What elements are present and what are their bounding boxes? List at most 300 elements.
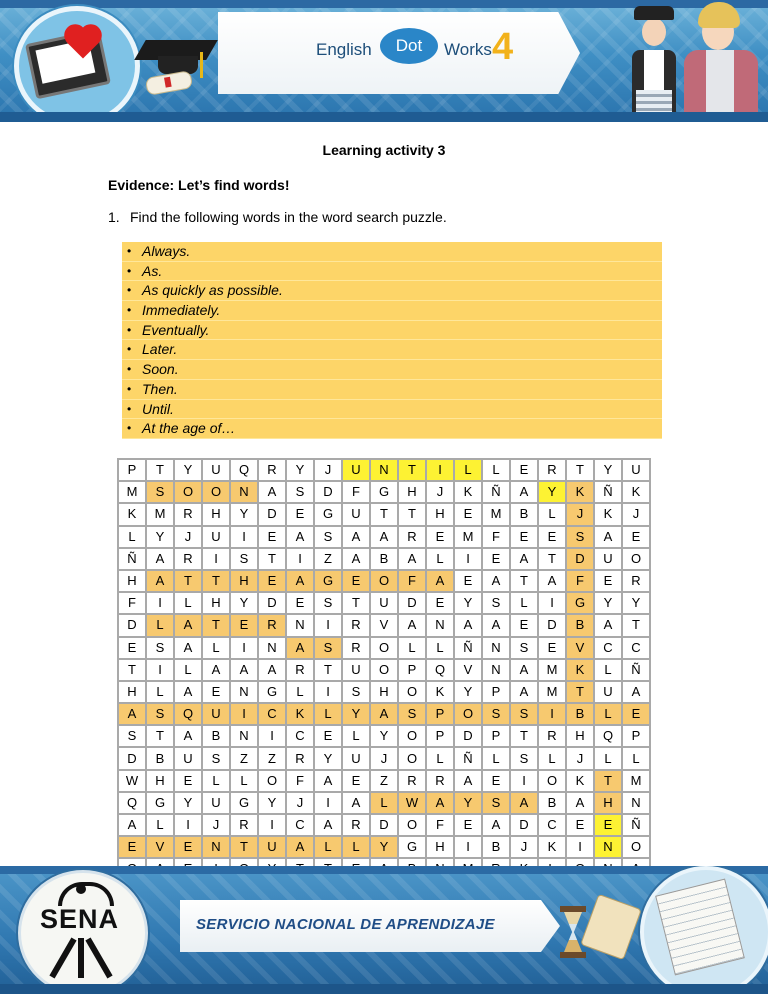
grid-cell: R [426,770,454,792]
list-item: • At the age of… [122,419,662,439]
list-item: • Immediately. [122,301,662,321]
grid-cell: P [426,725,454,747]
grid-cell: Y [538,481,566,503]
table-row [118,703,650,725]
grid-cell: L [398,637,426,659]
grid-cell: G [370,481,398,503]
grid-cell: N [370,459,398,481]
grid-cell: S [230,548,258,570]
grid-cell: U [594,548,622,570]
grid-cell: T [230,836,258,858]
grid-cell: A [594,526,622,548]
grid-cell: D [314,481,342,503]
grid-cell: H [118,570,146,592]
grid-cell: N [202,836,230,858]
grid-cell: I [426,459,454,481]
grid-cell: Z [230,747,258,769]
grid-cell: T [510,570,538,592]
grid-cell: E [538,526,566,548]
grid-cell: D [118,614,146,636]
grid-cell: E [174,770,202,792]
grid-cell: K [538,836,566,858]
grid-cell: N [230,725,258,747]
grid-cell: D [454,725,482,747]
grid-cell: M [622,770,650,792]
grid-cell: Q [230,459,258,481]
grid-cell: I [258,814,286,836]
grid-cell: B [566,614,594,636]
grid-cell: C [258,703,286,725]
grid-cell: O [202,481,230,503]
list-item: • Then. [122,380,662,400]
grid-cell: I [538,703,566,725]
grid-cell: R [258,614,286,636]
grid-cell: Ñ [622,659,650,681]
grid-cell: V [370,614,398,636]
logo-word-dot: Dot [380,28,438,64]
grid-cell: E [174,836,202,858]
grid-cell: E [566,814,594,836]
grid-cell: Y [230,503,258,525]
grid-cell: H [426,503,454,525]
grid-cell: A [510,659,538,681]
grid-cell: U [594,681,622,703]
grid-cell: Ñ [454,747,482,769]
grid-cell: Y [146,526,174,548]
grid-cell: L [482,747,510,769]
grid-cell: S [482,703,510,725]
grid-cell: G [146,792,174,814]
grid-cell: Y [174,459,202,481]
grid-cell: D [398,592,426,614]
grid-cell: U [202,459,230,481]
grid-cell: B [370,548,398,570]
grid-cell: N [230,681,258,703]
grid-cell: N [258,637,286,659]
student-boy [678,0,764,122]
grid-cell: L [202,637,230,659]
grid-cell: K [566,770,594,792]
grid-cell: D [566,548,594,570]
grid-cell: E [454,814,482,836]
english-dot-works-logo [316,28,516,68]
grid-cell: K [454,481,482,503]
grid-cell: W [118,770,146,792]
table-row [118,814,650,836]
grid-cell: A [482,570,510,592]
grid-cell: R [286,747,314,769]
grid-cell: A [202,659,230,681]
grid-cell: U [342,659,370,681]
servicio-nacional-text: SERVICIO NACIONAL DE APRENDIZAJE [196,916,495,933]
grid-cell: S [118,725,146,747]
grid-cell: R [538,725,566,747]
grid-cell: S [314,637,342,659]
grid-cell: Q [426,659,454,681]
grid-cell: U [370,592,398,614]
grid-cell: U [342,503,370,525]
grid-cell: T [398,459,426,481]
grid-cell: B [146,747,174,769]
grid-cell: A [510,548,538,570]
table-row [118,836,650,858]
grid-cell: I [566,836,594,858]
grid-cell: E [118,836,146,858]
logo-word-works: Works [444,40,492,59]
grid-cell: M [146,503,174,525]
instruction-number: 1. [108,209,120,225]
grid-cell: A [146,570,174,592]
grid-cell: H [566,725,594,747]
grid-cell: A [454,770,482,792]
grid-cell: S [146,481,174,503]
grid-cell: Y [258,792,286,814]
grid-cell: Ñ [454,637,482,659]
grid-cell: S [286,481,314,503]
word-search-grid [117,458,651,882]
hourglass-icon [560,906,586,958]
grid-cell: E [594,814,622,836]
grid-cell: Z [258,747,286,769]
grid-cell: M [538,659,566,681]
grid-cell: L [314,836,342,858]
grid-cell: L [538,503,566,525]
grid-cell: A [594,614,622,636]
grid-cell: A [314,814,342,836]
scroll-icon [580,894,642,960]
grid-cell: O [174,481,202,503]
list-item: • Soon. [122,360,662,380]
grid-cell: U [622,459,650,481]
grid-cell: P [398,659,426,681]
grid-cell: L [538,747,566,769]
grid-cell: A [146,548,174,570]
grid-cell: A [174,725,202,747]
grid-cell: R [342,614,370,636]
grid-cell: Y [594,592,622,614]
grid-cell: E [622,703,650,725]
grid-cell: I [258,725,286,747]
grid-cell: O [398,814,426,836]
grid-cell: V [146,836,174,858]
grid-cell: O [258,770,286,792]
grid-cell: E [510,614,538,636]
grid-cell: T [146,459,174,481]
grid-cell: A [482,814,510,836]
grid-cell: N [482,659,510,681]
grid-cell: A [622,681,650,703]
header-bottom-strip [0,112,768,122]
grid-cell: I [510,770,538,792]
grid-cell: L [342,725,370,747]
grid-cell: F [426,814,454,836]
grid-cell: I [314,792,342,814]
grid-cell: L [594,703,622,725]
grid-cell: L [426,747,454,769]
grid-cell: O [454,703,482,725]
grid-cell: T [370,503,398,525]
grid-cell: L [482,459,510,481]
table-row [118,481,650,503]
grid-cell: P [482,681,510,703]
table-row [118,770,650,792]
grid-cell: T [510,725,538,747]
grid-cell: I [538,592,566,614]
grid-cell: T [398,503,426,525]
grid-cell: H [202,503,230,525]
grid-cell: A [258,659,286,681]
grid-cell: Y [454,592,482,614]
grid-cell: E [510,526,538,548]
footer-bottom-strip [0,984,768,994]
grid-cell: I [454,836,482,858]
table-row [118,659,650,681]
grid-cell: T [118,659,146,681]
student-girl [628,6,680,122]
grid-cell: S [146,637,174,659]
grid-cell: N [482,637,510,659]
grid-cell: Ñ [622,814,650,836]
grid-cell: E [594,570,622,592]
grid-cell: L [314,703,342,725]
grid-cell: A [174,637,202,659]
list-item: • As quickly as possible. [122,281,662,301]
grid-cell: L [230,770,258,792]
sena-logo-text: SENA [40,904,120,934]
grid-cell: E [482,770,510,792]
grid-cell: E [202,681,230,703]
table-row [118,570,650,592]
grid-cell: L [174,659,202,681]
grid-cell: O [370,659,398,681]
grid-cell: P [622,725,650,747]
grid-cell: T [566,681,594,703]
instruction [108,209,447,225]
table-row [118,792,650,814]
table-row [118,725,650,747]
grid-cell: Y [370,725,398,747]
grid-cell: W [398,792,426,814]
grid-cell: Y [174,792,202,814]
grid-cell: A [370,526,398,548]
grid-cell: F [118,592,146,614]
grid-cell: S [146,703,174,725]
grid-cell: E [314,725,342,747]
list-item: • Until. [122,400,662,420]
grid-cell: J [426,481,454,503]
grid-cell: L [118,526,146,548]
grid-cell: E [622,526,650,548]
grid-cell: L [174,592,202,614]
grid-cell: O [538,770,566,792]
grid-cell: I [230,637,258,659]
grid-cell: A [118,703,146,725]
grid-cell: Y [454,681,482,703]
grid-cell: E [538,637,566,659]
grid-cell: R [230,814,258,836]
table-row [118,681,650,703]
grid-cell: I [146,592,174,614]
grid-cell: J [174,526,202,548]
grid-cell: J [510,836,538,858]
grid-cell: T [174,570,202,592]
grid-cell: H [202,592,230,614]
grid-cell: B [202,725,230,747]
grid-cell: P [118,459,146,481]
grid-cell: H [230,570,258,592]
grid-cell: K [566,659,594,681]
grid-cell: S [510,703,538,725]
grid-cell: O [622,548,650,570]
grid-cell: A [510,481,538,503]
grid-cell: I [314,681,342,703]
grid-cell: T [258,548,286,570]
grid-cell: C [538,814,566,836]
grid-cell: A [538,570,566,592]
grid-cell: I [286,548,314,570]
logo-word-english: English [316,40,372,59]
grid-cell: L [342,836,370,858]
grid-cell: F [566,570,594,592]
grid-cell: T [538,548,566,570]
grid-cell: E [426,592,454,614]
grid-cell: H [594,792,622,814]
grid-cell: T [202,614,230,636]
students-illustration [612,0,768,122]
grid-cell: U [174,747,202,769]
grid-cell: A [510,792,538,814]
grid-cell: A [454,614,482,636]
grid-cell: A [342,548,370,570]
grid-cell: K [426,681,454,703]
grid-cell: L [510,592,538,614]
grid-cell: A [230,659,258,681]
grid-cell: R [538,459,566,481]
table-row [118,526,650,548]
grid-cell: J [622,503,650,525]
grid-cell: A [286,836,314,858]
grid-cell: O [370,637,398,659]
grid-cell: S [314,592,342,614]
list-item: • Always. [122,242,662,262]
grid-cell: H [118,681,146,703]
grid-cell: A [370,703,398,725]
grid-cell: S [314,526,342,548]
grid-cell: D [258,592,286,614]
grid-cell: N [594,836,622,858]
grid-cell: S [202,747,230,769]
grid-cell: L [370,792,398,814]
grid-cell: M [482,503,510,525]
grid-cell: B [566,703,594,725]
grid-cell: J [286,792,314,814]
grid-cell: T [202,570,230,592]
grid-cell: E [454,503,482,525]
grid-cell: C [286,814,314,836]
grid-cell: Y [622,592,650,614]
grid-cell: G [566,592,594,614]
table-row [118,459,650,481]
grid-cell: M [538,681,566,703]
grid-cell: U [202,703,230,725]
grid-cell: O [398,725,426,747]
grid-cell: I [230,703,258,725]
grid-cell: Y [370,836,398,858]
grid-cell: T [314,659,342,681]
grid-cell: E [482,548,510,570]
grid-cell: E [510,459,538,481]
grid-cell: U [342,459,370,481]
grid-cell: H [398,481,426,503]
grid-cell: I [174,814,202,836]
grid-cell: N [286,614,314,636]
grid-cell: E [426,526,454,548]
grid-cell: Y [286,459,314,481]
grid-cell: D [370,814,398,836]
grid-cell: R [258,459,286,481]
grid-cell: T [146,725,174,747]
grid-cell: A [258,481,286,503]
grid-cell: D [510,814,538,836]
grid-cell: Y [314,747,342,769]
grid-cell: L [426,548,454,570]
sena-logo-stroke [78,938,84,978]
grid-cell: F [342,481,370,503]
grid-cell: Ñ [594,481,622,503]
grid-cell: S [510,747,538,769]
grid-cell: U [202,792,230,814]
grid-cell: R [622,570,650,592]
evidence-heading: Evidence: Let’s find words! [108,177,290,193]
grid-cell: L [202,770,230,792]
grid-cell: A [174,614,202,636]
list-item: • Eventually. [122,321,662,341]
grid-cell: G [314,570,342,592]
grid-cell: D [118,747,146,769]
grid-cell: T [622,614,650,636]
grid-cell: U [342,747,370,769]
list-item: • Later. [122,340,662,360]
grid-cell: S [342,681,370,703]
grid-cell: L [594,747,622,769]
grid-cell: E [454,570,482,592]
table-row [118,637,650,659]
grid-cell: Y [342,703,370,725]
grid-cell: C [622,637,650,659]
table-row [118,503,650,525]
grid-cell: A [286,570,314,592]
grid-cell: G [230,792,258,814]
grid-cell: D [258,503,286,525]
grid-cell: I [146,659,174,681]
grid-cell: B [510,503,538,525]
grid-cell: R [398,526,426,548]
grid-cell: K [622,481,650,503]
word-list [122,242,662,439]
grid-cell: Ñ [482,481,510,503]
grid-cell: I [202,548,230,570]
diploma-icon [145,70,193,96]
grid-cell: E [118,637,146,659]
grid-cell: A [426,570,454,592]
grid-cell: Y [594,459,622,481]
grid-cell: A [342,792,370,814]
grid-cell: Q [594,725,622,747]
grid-cell: E [286,503,314,525]
grid-cell: R [174,503,202,525]
grid-cell: S [482,792,510,814]
grid-cell: E [286,592,314,614]
